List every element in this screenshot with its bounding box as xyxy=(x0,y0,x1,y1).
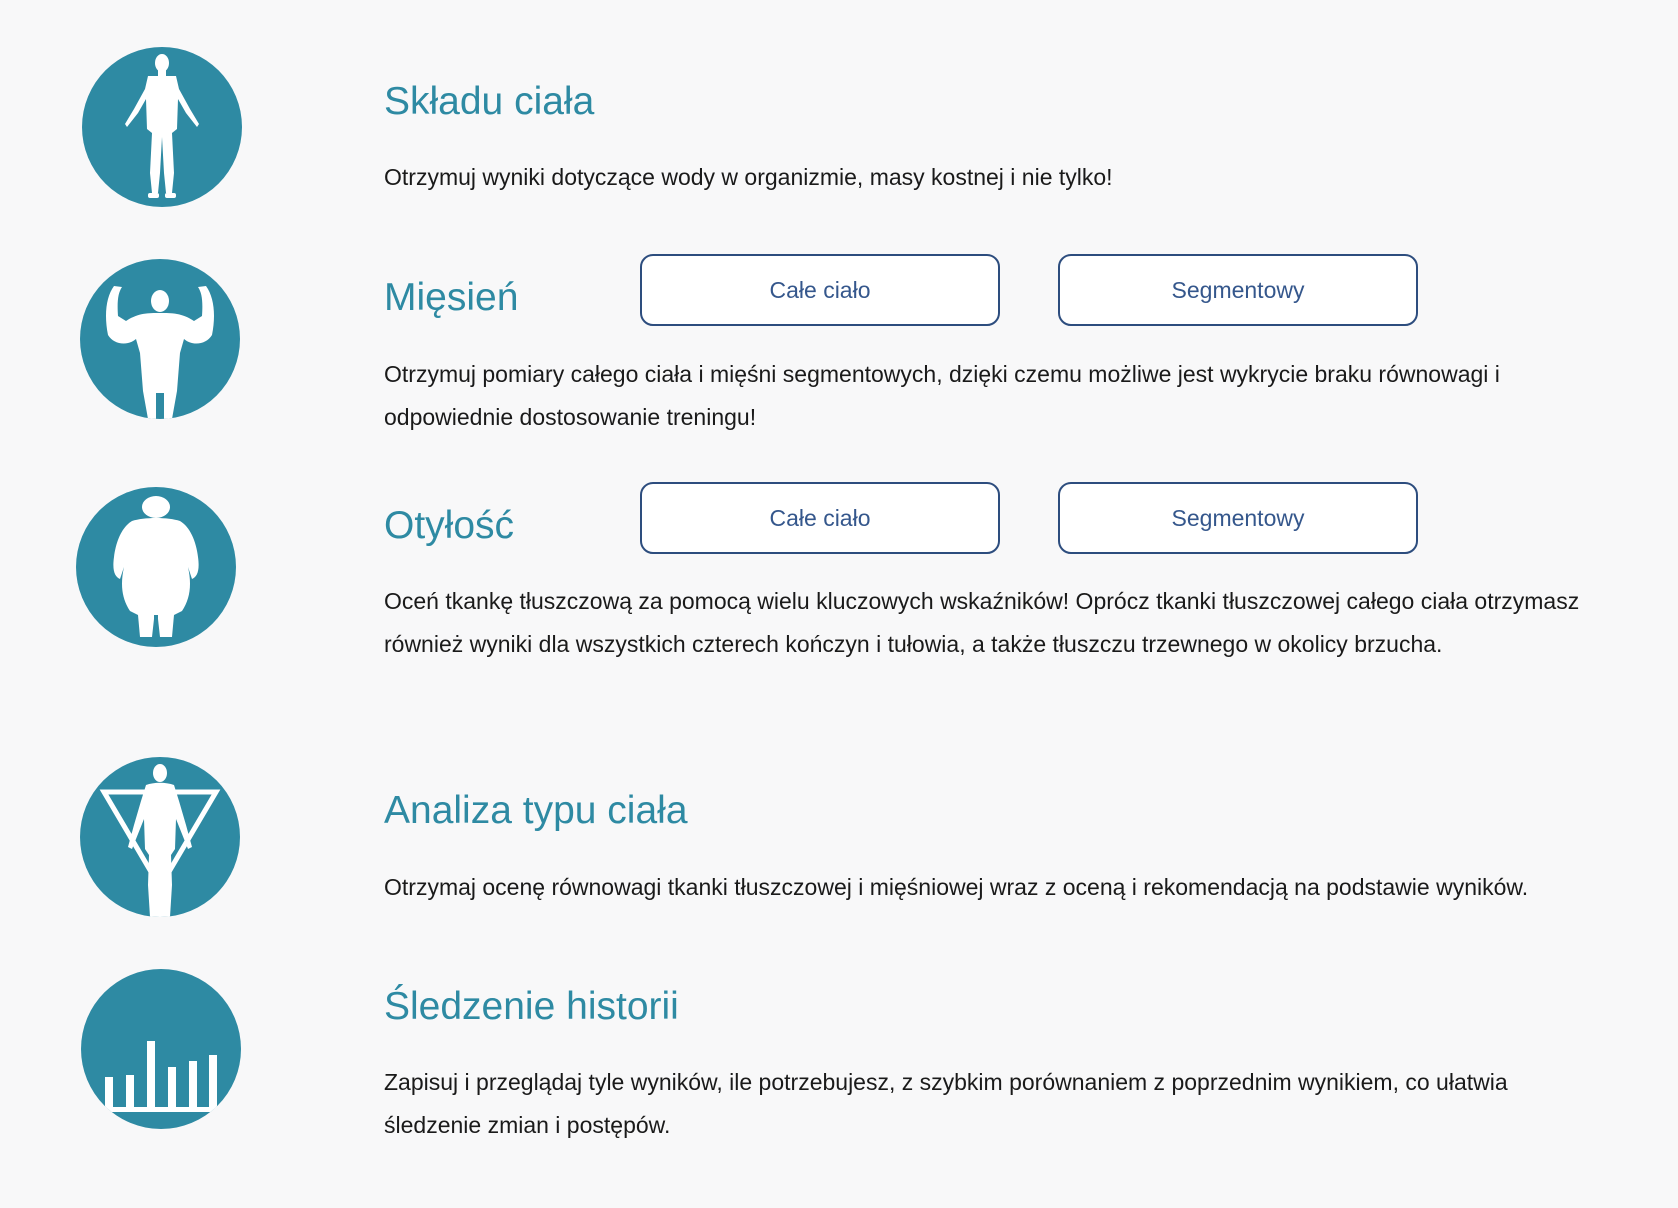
body-silhouette-icon xyxy=(82,47,242,207)
section-title: Analiza typu ciała xyxy=(384,789,688,832)
segmental-button[interactable]: Segmentowy xyxy=(1058,482,1418,554)
section-description: Zapisuj i przeglądaj tyle wyników, ile potrzebujesz, z szybkim porównaniem z poprzednim wynikiem, co ułatwia śledzenie zmian i postępów. xyxy=(384,1069,1508,1138)
obese-body-icon xyxy=(76,487,236,647)
section-title: Składu ciała xyxy=(384,80,595,123)
section-description: Otrzymuj wyniki dotyczące wody w organizmie, masy kostnej i nie tylko! xyxy=(384,164,1113,190)
section-title: Mięsień xyxy=(384,276,519,319)
whole-body-button[interactable]: Całe ciało xyxy=(640,482,1000,554)
body-type-triangle-icon xyxy=(80,757,240,917)
section-description: Otrzymuj pomiary całego ciała i mięśni segmentowych, dzięki czemu możliwe jest wykrycie braku równowagi i odpowiednie dostosowanie treningu! xyxy=(384,361,1500,430)
segmental-button[interactable]: Segmentowy xyxy=(1058,254,1418,326)
section-description: Oceń tkankę tłuszczową za pomocą wielu kluczowych wskaźników! Oprócz tkanki tłuszczowej całego ciała otrzymasz również wyniki dla wszystkich czterech kończyn i tułowia, a także tłuszczu trzewnego w okolicy brzucha. xyxy=(384,588,1580,657)
section-description: Otrzymaj ocenę równowagi tkanki tłuszczowej i mięśniowej wraz z oceną i rekomendacją na podstawie wyników. xyxy=(384,874,1529,900)
section-title: Śledzenie historii xyxy=(384,985,679,1028)
whole-body-button[interactable]: Całe ciało xyxy=(640,254,1000,326)
bar-chart-icon xyxy=(81,969,241,1129)
muscle-flex-icon xyxy=(80,259,240,419)
section-title: Otyłość xyxy=(384,504,515,547)
